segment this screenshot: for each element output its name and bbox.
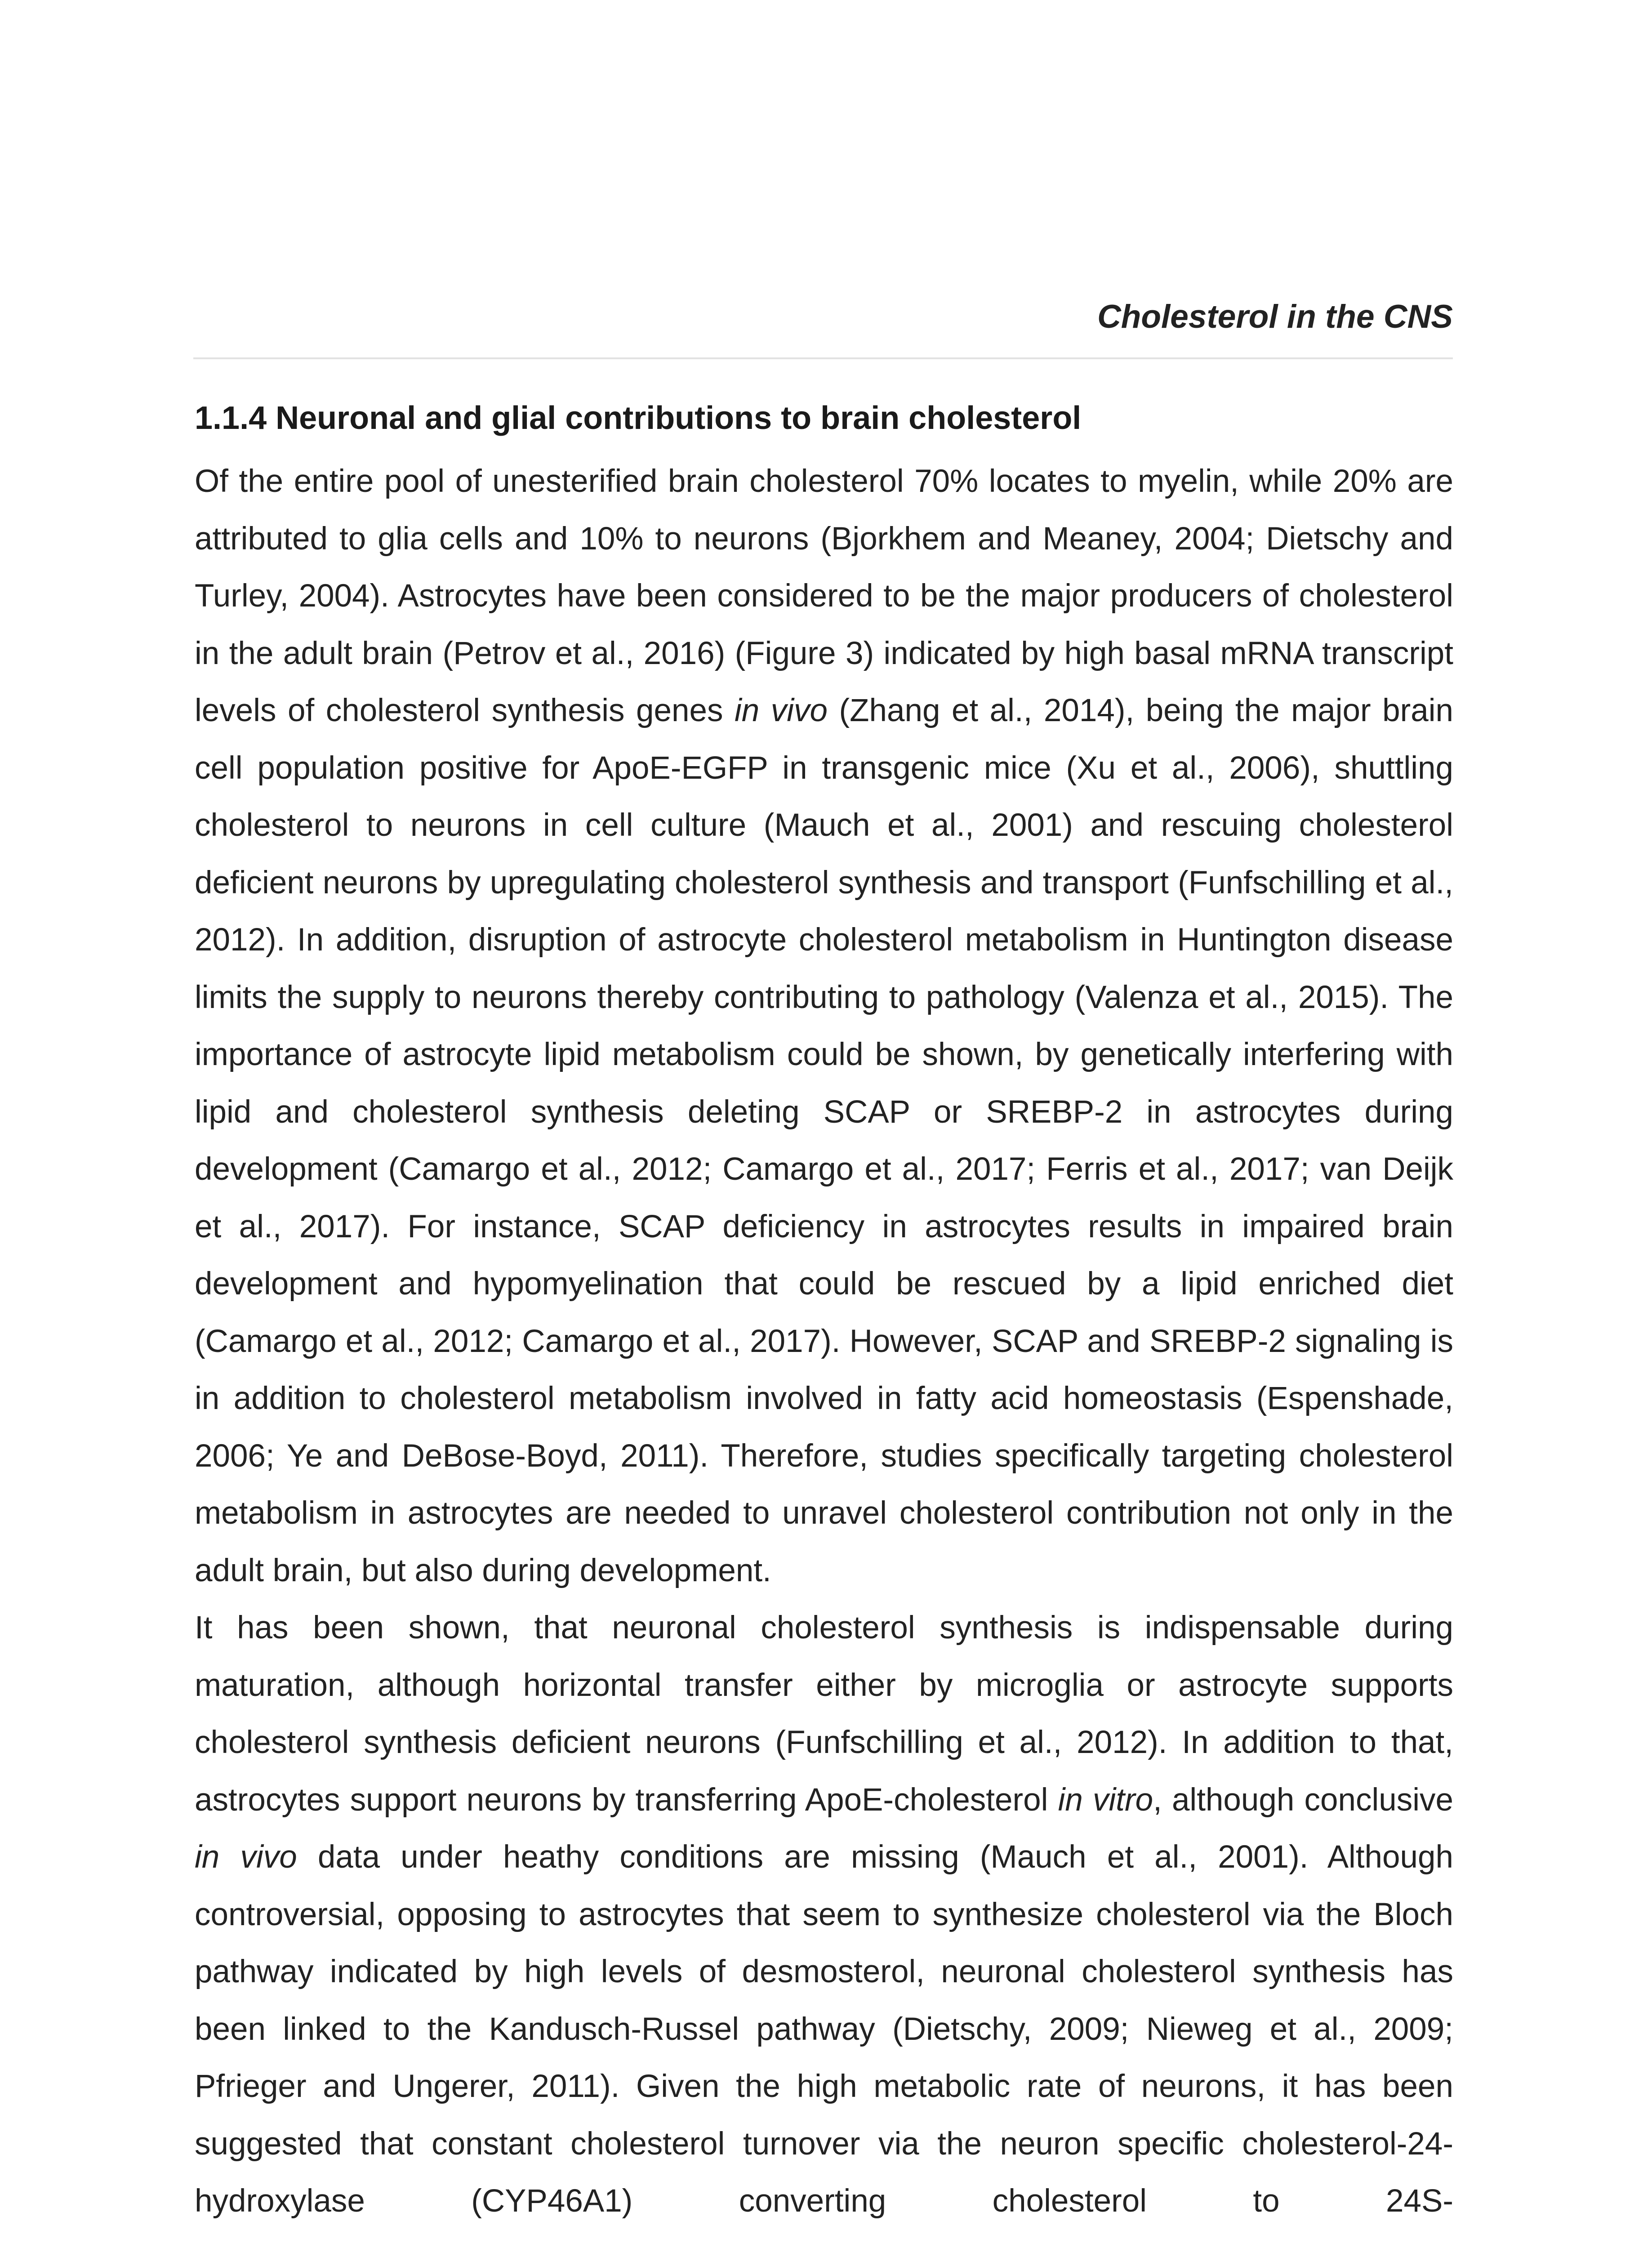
paragraph-2-text-a: It has been shown, that neuronal cholesterol synthesis is indispensable during maturation, although horizontal transfer either by microglia or astrocyte supports cholesterol synthesis deficient neurons (Funfschilling et al., 2012). In addition to that, astrocytes support neurons by transferring ApoE-cholesterol (195, 1610, 1453, 1818)
body-text (195, 453, 1453, 2230)
paragraph-1-text-a: Of the entire pool of unesterified brain cholesterol 70% locates to myelin, while 20% are attributed to glia cells and 10% to neurons (Bjorkhem and Meaney, 2004; Dietschy and Turley, 2004). Astrocytes have been considered to be the major producers of cholesterol in the adult brain (Petrov et al., 2016) (Figure 3) indicated by high basal mRNA transcript levels of cholesterol synthesis genes (195, 464, 1453, 728)
paragraph-2 (195, 1599, 1453, 2230)
header-divider (193, 357, 1453, 359)
running-header-title: Cholesterol in the CNS (1097, 299, 1453, 335)
section-heading: 1.1.4 Neuronal and glial contributions to brain cholesterol (195, 400, 1082, 436)
paragraph-1-text-b: (Zhang et al., 2014), being the major brain cell population positive for ApoE-EGFP in transgenic mice (Xu et al., 2006), shuttling cholesterol to neurons in cell culture (Mauch et al., 2001) and rescuing cholesterol deficient neurons by upregulating cholesterol synthesis and transport (Funfschilling et al., 2012). In addition, disruption of astrocyte cholesterol metabolism in Huntington disease limits the supply to neurons thereby contributing to pathology (Valenza et al., 2015). The importance of astrocyte lipid metabolism could be shown, by genetically interfering with lipid and cholesterol synthesis deleting SCAP or SREBP-2 in astrocytes during development (Camargo et al., 2012; Camargo et al., 2017; Ferris et al., 2017; van Deijk et al., 2017). For instance, SCAP deficiency in astrocytes results in impaired brain development and hypomyelination that could be rescued by a lipid enriched diet (Camargo et al., 2012; Camargo et al., 2017). However, SCAP and SREBP-2 signaling is in addition to cholesterol metabolism involved in fatty acid homeostasis (Espenshade, 2006; Ye and DeBose-Boyd, 2011). Therefore, studies specifically targeting cholesterol metabolism in astrocytes are needed to unravel cholesterol contribution not only in the adult brain, but also during development. (195, 693, 1454, 1588)
paragraph-2-italic-in-vivo: in vivo (195, 1839, 297, 1875)
paragraph-1 (195, 453, 1453, 1599)
paragraph-2-italic-in-vitro: in vitro (1058, 1782, 1153, 1818)
paragraph-2-text-c: data under heathy conditions are missing (Mauch et al., 2001). Although controversial, opposing to astrocytes that seem to synthesize cholesterol via the Bloch pathway indicated by high levels of desmosterol, neuronal cholesterol synthesis has been linked to the Kandusch-Russel pathway (Dietschy, 2009; Nieweg et al., 2009; Pfrieger and Ungerer, 2011). Given the high metabolic rate of neurons, it has been suggested that constant cholesterol turnover via the neuron specific cholesterol-24-hydroxylase (CYP46A1) converting cholesterol to 24S- (195, 1839, 1453, 2219)
paragraph-1-italic-in-vivo: in vivo (734, 693, 828, 728)
paragraph-2-text-b: , although conclusive (1153, 1782, 1453, 1818)
